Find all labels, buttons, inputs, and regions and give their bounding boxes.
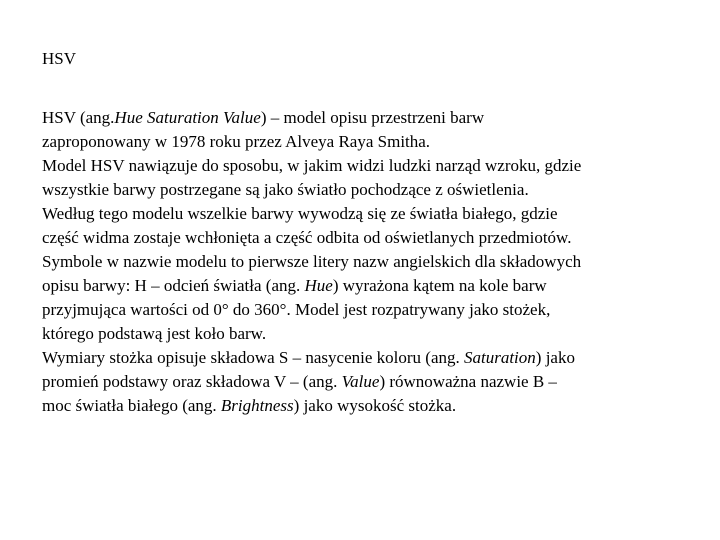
paragraph-vision	[42, 154, 712, 250]
slide-title: HSV	[42, 49, 77, 68]
text-line: którego podstawą jest koło barw.	[42, 324, 267, 343]
text-line: zaproponowany w 1978 roku przez Alveya Raya Smitha.	[42, 132, 431, 151]
text-line: Według tego modelu wszelkie barwy wywodzą się ze światła białego, gdzie	[42, 204, 558, 223]
italic-term: Saturation	[464, 348, 536, 367]
text-line: przyjmująca wartości od 0° do 360°. Model jest rozpatrywany jako stożek,	[42, 300, 551, 319]
italic-term: Hue Saturation Value	[114, 108, 261, 127]
text-line: opisu barwy: H – odcień światła (ang. Hue) wyrażona kątem na kole barw	[42, 276, 547, 295]
text-line: HSV (ang.Hue Saturation Value) – model opisu przestrzeni barw	[42, 108, 485, 127]
text-line: promień podstawy oraz składowa V – (ang. Value) równoważna nazwie B –	[42, 372, 557, 391]
paragraph-definition	[42, 106, 712, 154]
italic-term: Brightness	[220, 396, 294, 415]
italic-term: Value	[341, 372, 380, 391]
paragraph-symbols	[42, 250, 712, 346]
text-line: moc światła białego (ang. Brightness) jako wysokość stożka.	[42, 396, 457, 415]
italic-term: Hue	[304, 276, 333, 295]
text-line: Symbole w nazwie modelu to pierwsze litery nazw angielskich dla składowych	[42, 252, 582, 271]
text-line: część widma zostaje wchłonięta a część odbita od oświetlanych przedmiotów.	[42, 228, 572, 247]
text-line: wszystkie barwy postrzegane są jako światło pochodzące z oświetlenia.	[42, 180, 529, 199]
text-line: Model HSV nawiązuje do sposobu, w jakim widzi ludzki narząd wzroku, gdzie	[42, 156, 582, 175]
paragraph-cone	[42, 346, 712, 418]
slide-body	[42, 106, 712, 418]
text-line: Wymiary stożka opisuje składowa S – nasycenie koloru (ang. Saturation) jako	[42, 348, 575, 367]
